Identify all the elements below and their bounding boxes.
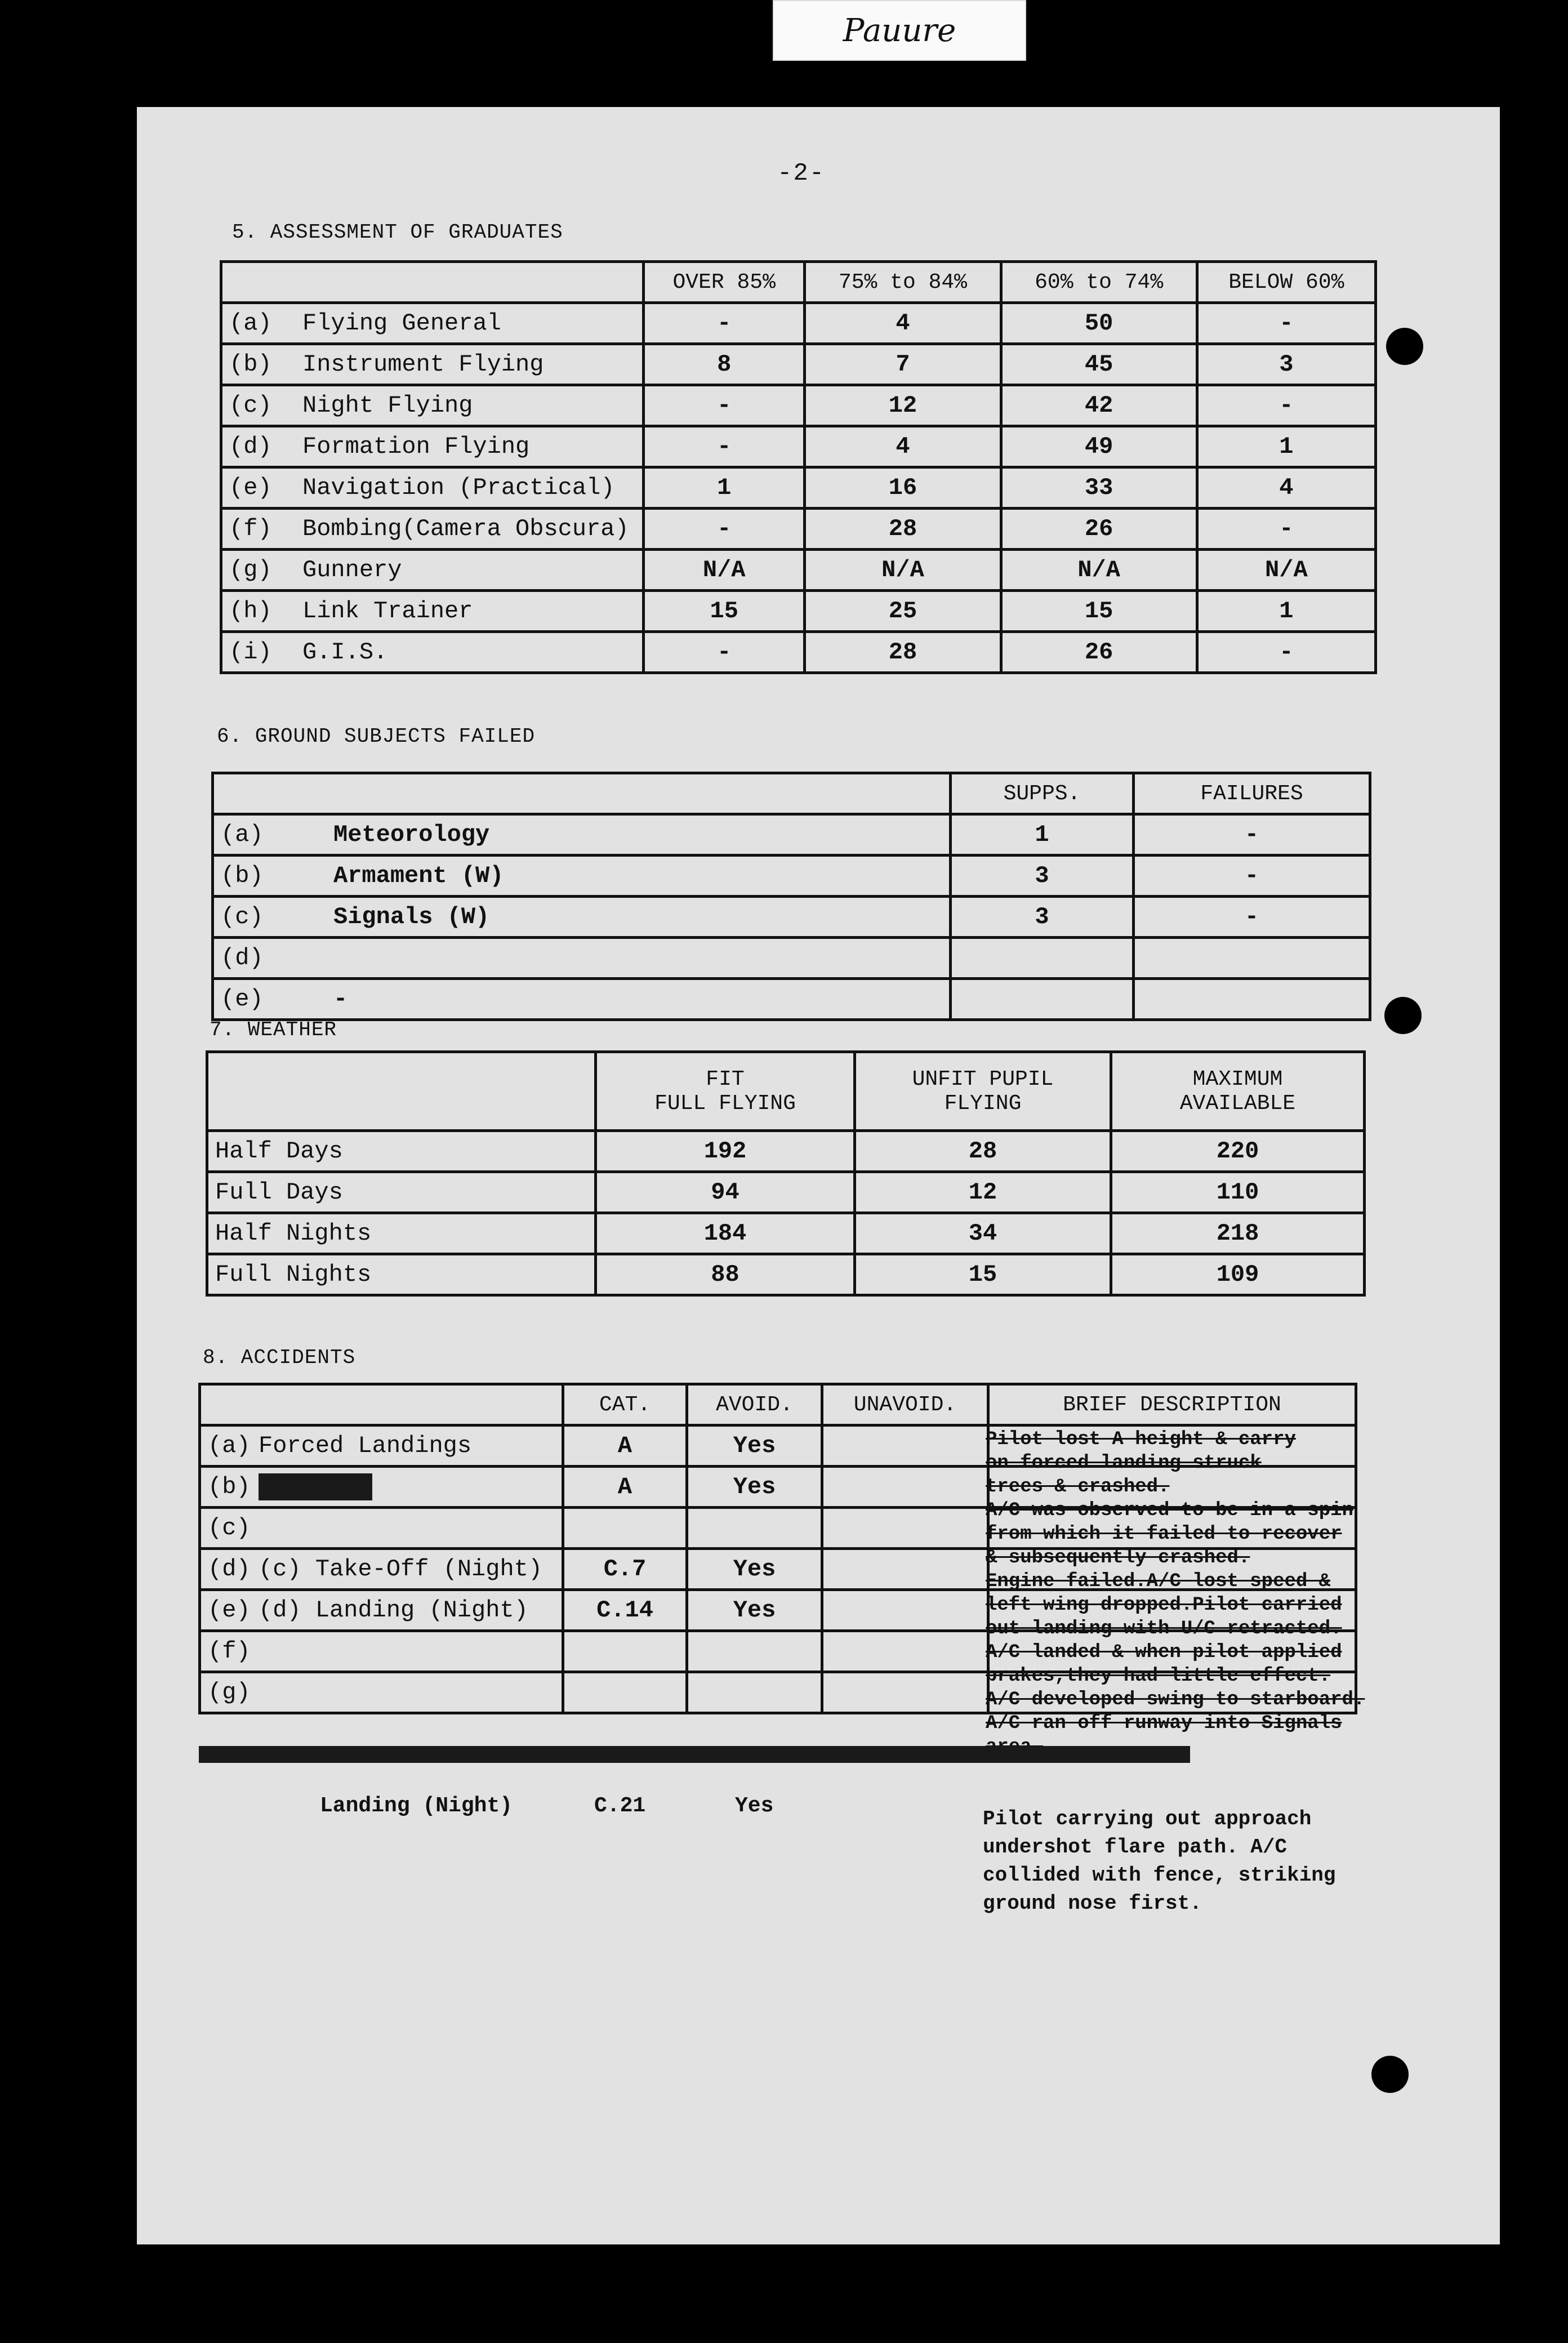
cell-unavoid bbox=[822, 1467, 988, 1508]
row-label-text: Night Flying bbox=[302, 392, 473, 419]
row-letter: (h) bbox=[229, 598, 272, 625]
row-label bbox=[213, 938, 951, 979]
cell-value: 42 bbox=[1001, 385, 1197, 426]
row-label-text: Forced Landings bbox=[259, 1432, 472, 1459]
table-row bbox=[221, 550, 1376, 591]
cell-value: 4 bbox=[805, 426, 1001, 467]
row-letter: (a) bbox=[229, 310, 272, 337]
cell-value: 50 bbox=[1001, 303, 1197, 344]
table-row bbox=[213, 814, 1370, 856]
header-blank bbox=[207, 1052, 596, 1131]
cell-value: 12 bbox=[805, 385, 1001, 426]
description-line: Engine failed.A/C lost speed & bbox=[986, 1571, 1331, 1592]
cell-value: - bbox=[644, 632, 805, 673]
table-row bbox=[221, 426, 1376, 467]
row-label bbox=[221, 426, 644, 467]
description-line: collided with fence, striking bbox=[983, 1864, 1336, 1887]
cell-avoid: Yes bbox=[687, 1426, 822, 1467]
row-label bbox=[200, 1590, 563, 1631]
description-line: A/C ran off runway into Signals bbox=[986, 1713, 1342, 1734]
row-label-text: (c) Take-Off (Night) bbox=[259, 1556, 543, 1583]
cell-value: - bbox=[1197, 385, 1375, 426]
description-line: trees & crashed. bbox=[986, 1476, 1170, 1498]
cell-value: N/A bbox=[1001, 550, 1197, 591]
table-header-row bbox=[200, 1384, 1356, 1426]
row-label-text: Instrument Flying bbox=[302, 351, 544, 378]
table-row bbox=[207, 1131, 1365, 1172]
row-label-text: (d) Landing (Night) bbox=[259, 1597, 528, 1624]
section-8-title: 8. ACCIDENTS bbox=[203, 1346, 356, 1369]
row-label bbox=[221, 344, 644, 385]
row-label bbox=[200, 1549, 563, 1590]
cell-value: 16 bbox=[805, 467, 1001, 509]
description-line: Pilot carrying out approach bbox=[983, 1807, 1312, 1830]
row-label-text: REDACTED bbox=[259, 1473, 372, 1500]
cell-value: - bbox=[1134, 897, 1370, 938]
row-label-text: - bbox=[333, 986, 348, 1013]
description-line: A/C developed swing to starboard. bbox=[986, 1689, 1365, 1711]
handwritten-tag bbox=[773, 0, 1026, 61]
row-letter: (d) bbox=[208, 1556, 251, 1583]
row-label bbox=[213, 897, 951, 938]
cell-value: - bbox=[1197, 509, 1375, 550]
row-label-text: G.I.S. bbox=[302, 639, 388, 666]
cell-avoid bbox=[687, 1508, 822, 1549]
row-label bbox=[221, 550, 644, 591]
cell-value bbox=[951, 938, 1134, 979]
table-row bbox=[213, 856, 1370, 897]
description-line: & subsequently crashed. bbox=[986, 1547, 1250, 1569]
page-number: -2- bbox=[777, 159, 826, 188]
brief-description-text bbox=[986, 1428, 1447, 1759]
cell-value: - bbox=[1197, 632, 1375, 673]
cell-cat bbox=[563, 1672, 687, 1713]
cell-value: - bbox=[644, 426, 805, 467]
table-row bbox=[221, 303, 1376, 344]
cell-avoid: Yes bbox=[687, 1590, 822, 1631]
table-row bbox=[207, 1254, 1365, 1295]
row-letter: (g) bbox=[229, 556, 272, 583]
row-letter: (a) bbox=[208, 1432, 251, 1459]
table-row bbox=[213, 979, 1370, 1020]
row-letter: (g) bbox=[208, 1679, 251, 1706]
additional-accident-label: Landing (Night) bbox=[320, 1794, 513, 1818]
description-line: out landing with U/C retracted. bbox=[986, 1618, 1342, 1640]
cell-unavoid bbox=[822, 1631, 988, 1672]
column-header: 75% to 84% bbox=[805, 262, 1001, 303]
cell-value: - bbox=[644, 303, 805, 344]
table-row bbox=[221, 467, 1376, 509]
row-label bbox=[221, 303, 644, 344]
punch-hole bbox=[1386, 328, 1423, 365]
cell-cat: C.7 bbox=[563, 1549, 687, 1590]
row-label-text: Bombing(Camera Obscura) bbox=[302, 515, 629, 542]
column-header: OVER 85% bbox=[644, 262, 805, 303]
cell-value: 8 bbox=[644, 344, 805, 385]
cell-value: - bbox=[1134, 814, 1370, 856]
cell-value bbox=[1134, 938, 1370, 979]
cell-value: 184 bbox=[596, 1213, 855, 1254]
row-label bbox=[221, 467, 644, 509]
row-letter: (b) bbox=[229, 351, 272, 378]
column-header: BRIEF DESCRIPTION bbox=[988, 1384, 1356, 1426]
cell-value: 109 bbox=[1111, 1254, 1365, 1295]
row-label bbox=[221, 385, 644, 426]
row-label: Full Days bbox=[207, 1172, 596, 1213]
row-label-text: Link Trainer bbox=[302, 598, 473, 625]
cell-cat: A bbox=[563, 1467, 687, 1508]
cell-value: 15 bbox=[855, 1254, 1111, 1295]
table-row bbox=[221, 632, 1376, 673]
column-header: MAXIMUM AVAILABLE bbox=[1111, 1052, 1365, 1131]
column-header: AVOID. bbox=[687, 1384, 822, 1426]
row-label-text: Gunnery bbox=[302, 556, 402, 583]
cell-value: - bbox=[644, 385, 805, 426]
column-header: UNFIT PUPIL FLYING bbox=[855, 1052, 1111, 1131]
table-row bbox=[213, 897, 1370, 938]
table-row bbox=[221, 385, 1376, 426]
row-letter: (b) bbox=[208, 1473, 251, 1500]
cell-value: 4 bbox=[1197, 467, 1375, 509]
row-label: Half Days bbox=[207, 1131, 596, 1172]
row-letter: (e) bbox=[229, 474, 272, 501]
description-line: on forced landing struck bbox=[986, 1453, 1262, 1474]
cell-value: 110 bbox=[1111, 1172, 1365, 1213]
cell-value: 192 bbox=[596, 1131, 855, 1172]
cell-value: 15 bbox=[1001, 591, 1197, 632]
column-header: BELOW 60% bbox=[1197, 262, 1375, 303]
row-letter: (e) bbox=[208, 1597, 251, 1624]
row-letter: (c) bbox=[208, 1515, 251, 1542]
row-label bbox=[221, 591, 644, 632]
cell-value: N/A bbox=[805, 550, 1001, 591]
row-label: Half Nights bbox=[207, 1213, 596, 1254]
table-row bbox=[221, 344, 1376, 385]
row-label bbox=[221, 509, 644, 550]
additional-accident-description bbox=[983, 1805, 1411, 1918]
cell-cat: C.14 bbox=[563, 1590, 687, 1631]
row-label bbox=[221, 632, 644, 673]
cell-value: N/A bbox=[1197, 550, 1375, 591]
cell-value: 28 bbox=[805, 509, 1001, 550]
cell-value: 1 bbox=[1197, 426, 1375, 467]
cell-unavoid bbox=[822, 1672, 988, 1713]
cell-value: 3 bbox=[951, 856, 1134, 897]
additional-accident-avoid: Yes bbox=[735, 1794, 774, 1818]
cell-unavoid bbox=[822, 1508, 988, 1549]
row-label bbox=[200, 1508, 563, 1549]
cell-cat bbox=[563, 1631, 687, 1672]
ground-subjects-table bbox=[211, 772, 1371, 1021]
cell-value: 220 bbox=[1111, 1131, 1365, 1172]
description-line: ground nose first. bbox=[983, 1892, 1202, 1915]
cell-value: 26 bbox=[1001, 509, 1197, 550]
row-letter: (d) bbox=[229, 433, 272, 460]
cell-value: 1 bbox=[644, 467, 805, 509]
row-label-text: Signals (W) bbox=[333, 903, 490, 930]
description-line: brakes,they had little effect. bbox=[986, 1665, 1331, 1687]
section-6-title: 6. GROUND SUBJECTS FAILED bbox=[217, 725, 536, 748]
cell-unavoid bbox=[822, 1426, 988, 1467]
cell-value: 218 bbox=[1111, 1213, 1365, 1254]
cell-value: 88 bbox=[596, 1254, 855, 1295]
row-label bbox=[213, 979, 951, 1020]
cell-avoid bbox=[687, 1631, 822, 1672]
cell-value: - bbox=[644, 509, 805, 550]
row-letter: (d) bbox=[221, 945, 264, 972]
cell-avoid bbox=[687, 1672, 822, 1713]
description-line: A/C landed & when pilot applied bbox=[986, 1642, 1342, 1663]
table-row bbox=[213, 938, 1370, 979]
additional-accident-cat: C.21 bbox=[594, 1794, 646, 1818]
cell-value: 25 bbox=[805, 591, 1001, 632]
column-header: FIT FULL FLYING bbox=[596, 1052, 855, 1131]
section-5-title: 5. ASSESSMENT OF GRADUATES bbox=[232, 221, 563, 244]
description-line: from which it failed to recover bbox=[986, 1524, 1342, 1545]
row-letter: (f) bbox=[208, 1638, 251, 1665]
table-row bbox=[221, 509, 1376, 550]
cell-cat bbox=[563, 1508, 687, 1549]
cell-value: - bbox=[1197, 303, 1375, 344]
column-header: UNAVOID. bbox=[822, 1384, 988, 1426]
assessment-table bbox=[220, 260, 1377, 674]
cell-value: 3 bbox=[951, 897, 1134, 938]
cell-value bbox=[951, 979, 1134, 1020]
cell-value: 7 bbox=[805, 344, 1001, 385]
cell-avoid: Yes bbox=[687, 1549, 822, 1590]
punch-hole bbox=[1384, 997, 1422, 1034]
row-label: Full Nights bbox=[207, 1254, 596, 1295]
cell-value: 15 bbox=[644, 591, 805, 632]
cell-value: 26 bbox=[1001, 632, 1197, 673]
cell-value: 1 bbox=[1197, 591, 1375, 632]
row-label bbox=[200, 1672, 563, 1713]
row-label-text: Navigation (Practical) bbox=[302, 474, 615, 501]
cell-value: 3 bbox=[1197, 344, 1375, 385]
table-row bbox=[207, 1172, 1365, 1213]
table-header-row bbox=[207, 1052, 1365, 1131]
table-row bbox=[207, 1213, 1365, 1254]
row-label bbox=[213, 814, 951, 856]
row-letter: (c) bbox=[229, 392, 272, 419]
weather-table bbox=[206, 1050, 1366, 1297]
cell-value: 49 bbox=[1001, 426, 1197, 467]
cell-value: 28 bbox=[855, 1131, 1111, 1172]
punch-hole bbox=[1371, 2056, 1409, 2093]
cell-value: 34 bbox=[855, 1213, 1111, 1254]
cell-value: 28 bbox=[805, 632, 1001, 673]
cell-value: 45 bbox=[1001, 344, 1197, 385]
row-letter: (i) bbox=[229, 639, 272, 666]
table-header-row bbox=[213, 773, 1370, 814]
row-letter: (a) bbox=[221, 821, 264, 848]
cell-value bbox=[1134, 979, 1370, 1020]
row-label-text: Formation Flying bbox=[302, 433, 530, 460]
row-label-text: Flying General bbox=[302, 310, 501, 337]
header-blank bbox=[221, 262, 644, 303]
cell-unavoid bbox=[822, 1590, 988, 1631]
row-label bbox=[200, 1631, 563, 1672]
row-label-text: Armament (W) bbox=[333, 862, 504, 889]
table-header-row bbox=[221, 262, 1376, 303]
cell-cat: A bbox=[563, 1426, 687, 1467]
description-line: Pilot lost A height & carry bbox=[986, 1429, 1296, 1450]
row-label bbox=[200, 1426, 563, 1467]
cell-value: 33 bbox=[1001, 467, 1197, 509]
cell-unavoid bbox=[822, 1549, 988, 1590]
column-header: CAT. bbox=[563, 1384, 687, 1426]
row-label bbox=[200, 1467, 563, 1508]
cell-value: 1 bbox=[951, 814, 1134, 856]
header-blank bbox=[200, 1384, 563, 1426]
redaction-bar bbox=[199, 1746, 1190, 1763]
row-label bbox=[213, 856, 951, 897]
cell-value: - bbox=[1134, 856, 1370, 897]
section-7-title: 7. WEATHER bbox=[210, 1018, 337, 1041]
cell-value: 12 bbox=[855, 1172, 1111, 1213]
row-letter: (f) bbox=[229, 515, 272, 542]
description-line: undershot flare path. A/C bbox=[983, 1836, 1288, 1859]
header-blank bbox=[213, 773, 951, 814]
column-header: FAILURES bbox=[1134, 773, 1370, 814]
description-line: A/C was observed to be in a spin bbox=[986, 1500, 1353, 1521]
column-header: SUPPS. bbox=[951, 773, 1134, 814]
row-label-text: Meteorology bbox=[333, 821, 490, 848]
description-line: left wing dropped.Pilot carried bbox=[986, 1594, 1342, 1616]
tag-text: Pauure bbox=[843, 12, 956, 49]
cell-value: 4 bbox=[805, 303, 1001, 344]
row-letter: (b) bbox=[221, 862, 264, 889]
cell-value: 94 bbox=[596, 1172, 855, 1213]
column-header: 60% to 74% bbox=[1001, 262, 1197, 303]
row-letter: (e) bbox=[221, 986, 264, 1013]
cell-value: N/A bbox=[644, 550, 805, 591]
row-letter: (c) bbox=[221, 903, 264, 930]
cell-avoid: Yes bbox=[687, 1467, 822, 1508]
table-row bbox=[221, 591, 1376, 632]
